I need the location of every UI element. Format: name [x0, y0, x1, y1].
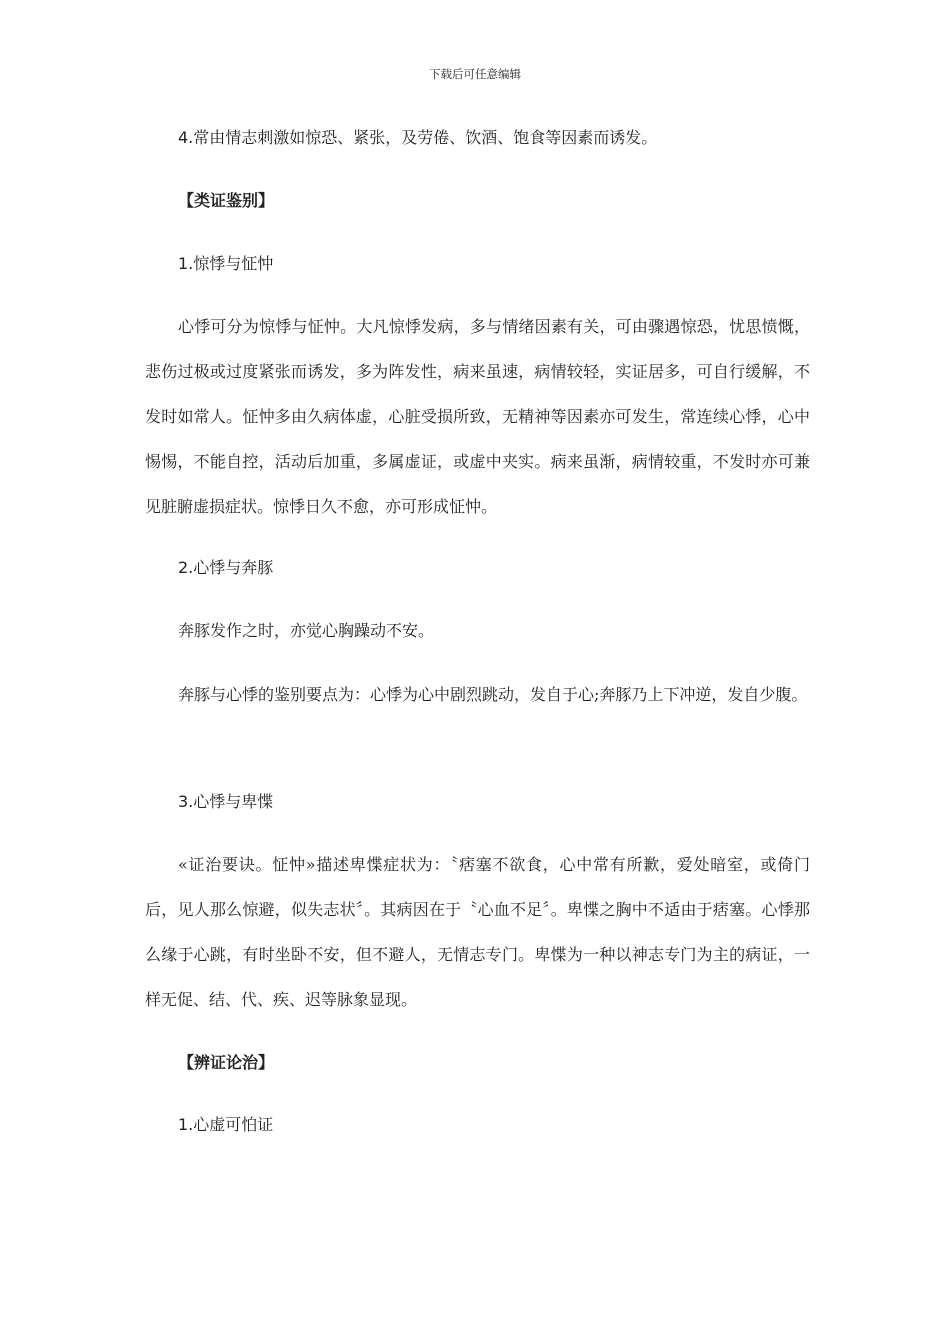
- subtitle-3: 3.心悸与卑惵: [178, 792, 274, 811]
- page-header: 下载后可任意编辑: [429, 67, 521, 81]
- subtitle-4: 1.心虚可怕证: [178, 1115, 274, 1134]
- section-title-differentiation: 【类证鉴别】: [178, 191, 275, 210]
- subtitle-2: 2.心悸与奔豚: [178, 558, 274, 577]
- section-title-treatment: 【辨证论治】: [178, 1053, 275, 1072]
- paragraph-2b: 奔豚与心悸的鉴别要点为：心悸为心中剧烈跳动，发自于心;奔豚乃上下冲逆，发自少腹。: [178, 685, 808, 704]
- item-4-text: 4.常由情志刺激如惊恐、紧张，及劳倦、饮酒、饱食等因素而诱发。: [178, 128, 658, 147]
- paragraph-3: «证治要诀。怔忡»描述卑惵症状为：〝痞塞不欲食，心中常有所歉，爱处暗室，或倚门后，见人那么惊避，似失志状〞。其病因在于〝心血不足〞。卑惵之胸中不适由于痞塞。心悸那么缘于心跳，有时坐卧不安，但不避人，无情志专门。卑惵为一种以神志专门为主的病证，一样无促、结、代、疾、迟等脉象显现。: [145, 855, 810, 1009]
- paragraph-1: 心悸可分为惊悸与怔忡。大凡惊悸发病，多与情绪因素有关，可由骤遇惊恐，忧思愤慨，悲伤过极或过度紧张而诱发，多为阵发性，病来虽速，病情较轻，实证居多，可自行缓解，不发时如常人。怔忡多由久病体虚，心脏受损所致，无精神等因素亦可发生，常连续心悸，心中惕惕，不能自控，活动后加重，多属虚证，或虚中夹实。病来虽渐，病情较重，不发时亦可兼见脏腑虚损症状。惊悸日久不愈，亦可形成怔忡。: [145, 317, 810, 516]
- paragraph-2a: 奔豚发作之时，亦觉心胸躁动不安。: [178, 621, 435, 640]
- subtitle-1: 1.惊悸与怔忡: [178, 254, 274, 273]
